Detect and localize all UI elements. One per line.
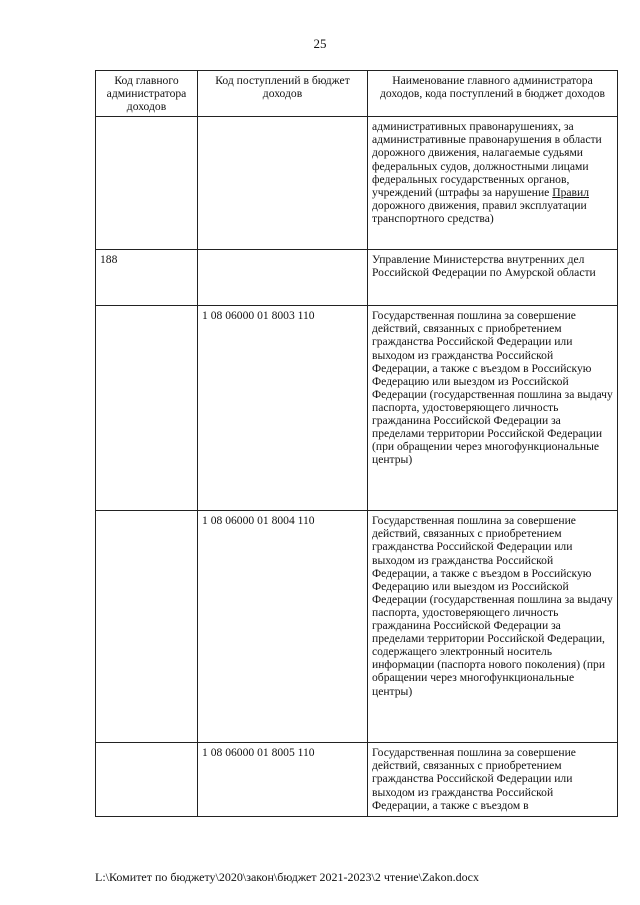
table-row bbox=[96, 511, 618, 743]
name-cell: Государственная пошлина за совершение действий, связанных с приобретением гражданства Российской Федерации или выходом из гражданства Российской Федерации, а также с въездом в bbox=[368, 743, 618, 816]
name-cell bbox=[368, 117, 618, 250]
name-text: дорожного движения, правил эксплуатации транспортного средства) bbox=[372, 198, 587, 225]
admin-code-cell bbox=[96, 511, 198, 743]
budget-income-table bbox=[95, 70, 618, 817]
income-code-cell bbox=[198, 250, 368, 306]
admin-code-cell bbox=[96, 743, 198, 816]
name-cell: Управление Министерства внутренних дел Российской Федерации по Амурской области bbox=[368, 250, 618, 306]
footer-file-path: L:\Комитет по бюджету\2020\закон\бюджет 2021-2023\2 чтение\Zakon.docx bbox=[95, 870, 479, 884]
header-name: Наименование главного администратора доходов, кода поступлений в бюджет доходов bbox=[368, 71, 618, 117]
admin-code-cell: 188 bbox=[96, 250, 198, 306]
table-row bbox=[96, 306, 618, 511]
name-text: административных правонарушениях, за административные правонарушения в области дорожного движения, налагаемые судьями федеральных судов, должностными лицами федеральных государственных органов, учреждений (штрафы за нарушение bbox=[372, 120, 602, 199]
name-cell: Государственная пошлина за совершение действий, связанных с приобретением гражданства Российской Федерации или выходом из гражданства Российской Федерации, а также с въездом в Российскую Федерацию или выездом из Российской Федерации (государственная пошлина за выдачу паспорта, удостоверяющего личность гражданина Российской Федерации за пределами территории Российской Федерации, содержащего электронный носитель информации (паспорта нового поколения) (при обращении через многофункциональные центры) bbox=[368, 511, 618, 743]
page-number: 25 bbox=[313, 36, 327, 51]
table-header-row bbox=[96, 71, 618, 117]
table-row bbox=[96, 743, 618, 816]
income-code-cell: 1 08 06000 01 8005 110 bbox=[198, 743, 368, 816]
income-code-cell: 1 08 06000 01 8004 110 bbox=[198, 511, 368, 743]
admin-code-cell bbox=[96, 117, 198, 250]
rules-link[interactable]: Правил bbox=[552, 185, 589, 199]
admin-code-cell bbox=[96, 306, 198, 511]
header-admin-code: Код главного администратора доходов bbox=[96, 71, 198, 117]
income-code-cell bbox=[198, 117, 368, 250]
table-row bbox=[96, 250, 618, 306]
table-row bbox=[96, 117, 618, 250]
income-code-cell: 1 08 06000 01 8003 110 bbox=[198, 306, 368, 511]
header-income-code: Код поступлений в бюджет доходов bbox=[198, 71, 368, 117]
name-cell: Государственная пошлина за совершение действий, связанных с приобретением гражданства Российской Федерации или выходом из гражданства Российской Федерации, а также с въездом в Российскую Федерацию или выездом из Российской Федерации (государственная пошлина за выдачу паспорта, удостоверяющего личность гражданина Российской Федерации за пределами территории Российской Федерации (при обращении через многофункциональные центры) bbox=[368, 306, 618, 511]
